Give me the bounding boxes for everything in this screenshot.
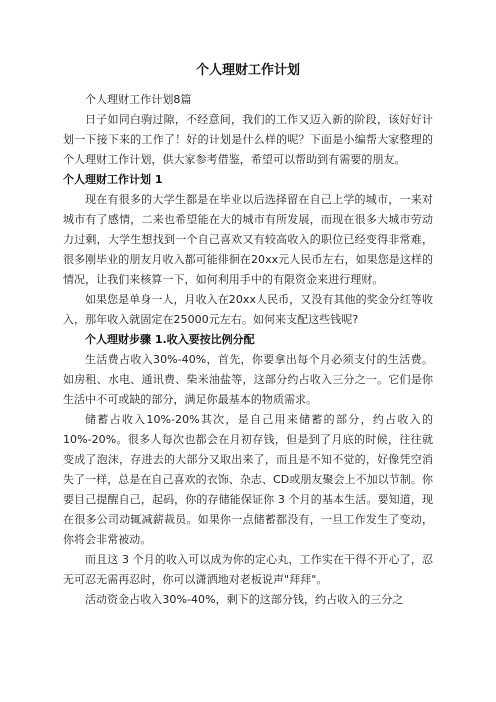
intro-paragraph: 日子如同白驹过隙，不经意间，我们的工作又迈入新的阶段，该好好计划一下接下来的工作了！好的计划是什么样的呢？下面是小编帮大家整理的个人理财工作计划，供大家参考借鉴，希望可以帮助到有需要的朋友。: [63, 113, 433, 166]
section-1-heading: 个人理财工作计划 1: [63, 173, 163, 186]
step-1-paragraph-2: 储蓄占收入10%-20%其次，是自己用来储蓄的部分，约占收入的10%-20%。很多人每次也都会在月初存钱，但是到了月底的时候，往往就变成了泡沫，存进去的大部分又取出来了，而且是不知不觉的，好像凭空消失了一样，总是在自己喜欢的衣饰、杂志、CD或朋友聚会上不加以节制。你要目己提醒自己，起码，你的存储能保证你 3 个月的基本生活。要知道，现在很多公司动辄减薪裁员。如果你一点储蓄都没有，一旦工作发生了变动，你将会非常被动。: [63, 413, 433, 546]
step-1-paragraph-4: 活动资金占收入30%-40%，剩下的这部分钱，约占收入的三分之: [85, 593, 404, 606]
intro-line: 个人理财工作计划8篇: [85, 93, 192, 106]
step-1-paragraph-1: 生活费占收入30%-40%，首先，你要拿出每个月必须支付的生活费。如房租、水电、通讯费、柴米油盐等，这部分约占收入三分之一。它们是你生活中不可或缺的部分，满足你最基本的物质需求。: [63, 353, 433, 406]
step-1-heading: 个人理财步骤 1.收入要按比例分配: [85, 333, 255, 346]
section-1-paragraph-1: 现在有很多的大学生都是在毕业以后选择留在自己上学的城市，一来对城市有了感情，二来也希望能在大的城市有所发展，而现在很多大城市劳动力过剩，大学生想找到一个自己喜欢又有较高收入的职位已经变得非常难，很多刚毕业的朋友月收入都可能徘徊在20xx元人民币左右，如果您是这样的情况，让我们来核算一下，如何利用手中的有限资金来进行理财。: [63, 193, 433, 286]
document-title: 个人理财工作计划: [195, 63, 300, 78]
step-1-paragraph-3: 而且这 3 个月的收入可以成为你的定心丸，工作实在干得不开心了，忍无可忍无需再忍时，你可以潇洒地对老板说声"拜拜"。: [63, 553, 433, 586]
section-1-paragraph-2: 如果您是单身一人，月收入在20xx人民币，又没有其他的奖金分红等收入，那年收入就固定在25000元左右。如何来支配这些钱呢?: [63, 293, 433, 326]
